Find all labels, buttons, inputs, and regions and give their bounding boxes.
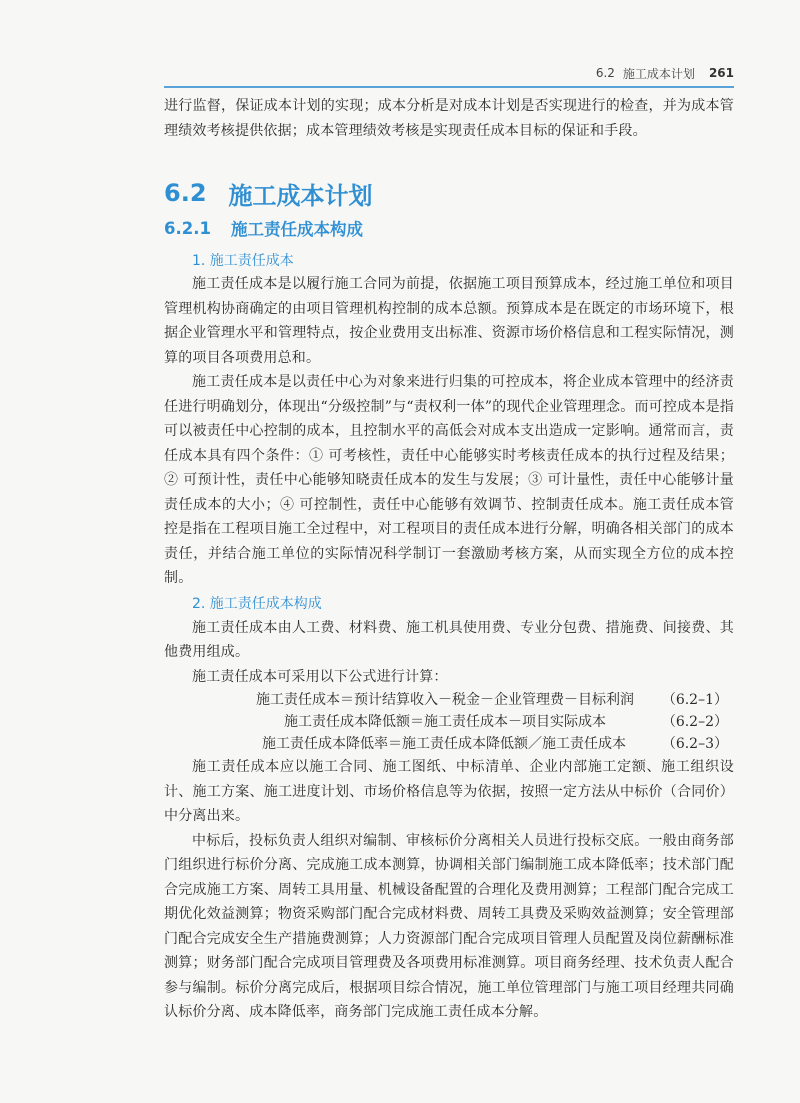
formula-number: （6.2–1）: [661, 692, 728, 708]
section-number: 6.2: [164, 179, 207, 207]
formula-number: （6.2–3）: [661, 736, 728, 752]
paragraph: 施工责任成本应以施工合同、施工图纸、中标清单、企业内部施工定额、施工组织设计、施工方案、施工进度计划、市场价格信息等为依据，按照一定方法从中标价（合同价）中分离出来。: [164, 759, 734, 824]
formula-expression: 施工责任成本＝预计结算收入－税金－企业管理费－目标利润: [256, 692, 634, 708]
header-section-number: 6.2: [595, 66, 615, 80]
subsection-title: 施工责任成本构成: [230, 220, 363, 239]
section-title: 施工成本计划: [228, 181, 373, 210]
subsection-heading: [164, 215, 734, 241]
page-number: 261: [708, 66, 734, 80]
paragraph: 施工责任成本可采用以下公式进行计算：: [192, 668, 448, 685]
header-rule: [164, 86, 734, 88]
paragraph: 中标后，投标负责人组织对编制、审核标价分离相关人员进行投标交底。一般由商务部门组织进行标价分离、完成施工成本测算，协调相关部门编制施工成本降低率；技术部门配合完成施工方案、周转工具用量、机械设备配置的合理化及费用测算；工程部门配合完成工期优化效益测算；物资采购部门配合完成材料费、周转工具费及采购效益测算；安全管理部门配合完成安全生产措施费测算；人力资源部门配合完成项目管理人员配置及岗位薪酬标准测算；财务部门配合完成项目管理费及各项费用标准测算。项目商务经理、技术负责人配合参与编制。标价分离完成后，根据项目综合情况，施工单位管理部门与施工项目经理共同确认标价分离、成本降低率，商务部门完成施工责任成本分解。: [164, 832, 734, 1020]
header-section-title: 施工成本计划: [622, 66, 695, 81]
formula-row: [164, 689, 734, 711]
formula-row: [164, 711, 734, 733]
formula-row: [164, 733, 734, 755]
paragraph: 施工责任成本由人工费、材料费、施工机具使用费、专业分包费、措施费、间接费、其他费用组成。: [164, 619, 734, 660]
page-body: [164, 94, 734, 1025]
section-heading: [164, 175, 734, 211]
paragraph: 施工责任成本是以责任中心为对象来进行归集的可控成本，将企业成本管理中的经济责任进行明确划分，体现出“分级控制”与“责权利一体”的现代企业管理理念。而可控成本是指可以被责任中心控制的成本，且控制水平的高低会对成本支出造成一定影响。通常而言，责任成本具有四个条件：① 可考核性，责任中心能够实时考核责任成本的执行过程及结果；② 可预计性，责任中心能够知晓责任成本的发生与发展；③ 可计量性，责任中心能够计量责任成本的大小；④ 可控制性，责任中心能够有效调节、控制责任成本。施工责任成本管控是指在工程项目施工全过程中，对工程项目的责任成本进行分解，明确各相关部门的成本责任，并结合施工单位的实际情况科学制订一套激励考核方案，从而实现全方位的成本控制。: [164, 374, 734, 586]
formula-number: （6.2–2）: [661, 714, 728, 730]
intro-paragraph: 进行监督，保证成本计划的实现；成本分析是对成本计划是否实现进行的检查，并为成本管理绩效考核提供依据；成本管理绩效考核是实现责任成本目标的保证和手段。: [164, 98, 734, 139]
item-heading-1: 1. 施工责任成本: [192, 252, 294, 269]
paragraph: 施工责任成本是以履行施工合同为前提，依据施工项目预算成本，经过施工单位和项目管理机构协商确定的由项目管理机构控制的成本总额。预算成本是在既定的市场环境下，根据企业管理水平和管理特点，按企业费用支出标准、资源市场价格信息和工程实际情况，测算的项目各项费用总和。: [164, 276, 734, 366]
formula-expression: 施工责任成本降低额＝施工责任成本－项目实际成本: [284, 714, 606, 730]
subsection-number: 6.2.1: [164, 218, 211, 238]
formula-expression: 施工责任成本降低率＝施工责任成本降低额／施工责任成本: [262, 736, 626, 752]
running-header: [164, 62, 734, 84]
item-heading-2: 2. 施工责任成本构成: [192, 596, 322, 612]
